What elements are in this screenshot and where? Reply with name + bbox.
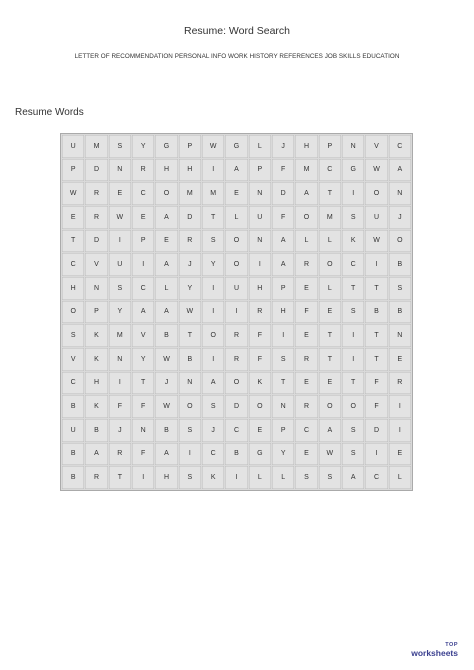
grid-cell[interactable]: J [389,206,411,229]
grid-cell[interactable]: B [155,324,177,347]
grid-cell[interactable]: S [202,395,224,418]
grid-cell[interactable]: G [249,443,271,466]
grid-cell[interactable]: S [202,230,224,253]
grid-cell[interactable]: T [365,277,387,300]
grid-cell[interactable]: W [62,182,84,205]
grid-cell[interactable]: A [202,372,224,395]
grid-cell[interactable]: J [202,419,224,442]
grid-cell[interactable]: I [342,324,364,347]
grid-cell[interactable]: L [319,277,341,300]
grid-cell[interactable]: N [249,230,271,253]
grid-cell[interactable]: N [389,324,411,347]
grid-cell[interactable]: E [319,301,341,324]
grid-cell[interactable]: I [342,182,364,205]
grid-cell[interactable]: E [62,206,84,229]
grid-cell[interactable]: O [225,372,247,395]
grid-cell[interactable]: F [365,372,387,395]
grid-cell[interactable]: V [62,348,84,371]
grid-cell[interactable]: W [155,348,177,371]
grid-cell[interactable]: A [155,206,177,229]
grid-cell[interactable]: A [85,443,107,466]
grid-cell[interactable]: H [155,159,177,182]
grid-cell[interactable]: T [365,348,387,371]
grid-cell[interactable]: E [295,324,317,347]
grid-cell[interactable]: O [179,395,201,418]
grid-cell[interactable]: A [295,182,317,205]
grid-cell[interactable]: O [249,395,271,418]
grid-cell[interactable]: R [132,159,154,182]
grid-cell[interactable]: C [295,419,317,442]
grid-cell[interactable]: P [272,277,294,300]
grid-cell[interactable]: D [85,230,107,253]
grid-cell[interactable]: N [179,372,201,395]
grid-cell[interactable]: A [155,253,177,276]
grid-cell[interactable]: U [62,135,84,158]
grid-cell[interactable]: E [389,348,411,371]
grid-cell[interactable]: S [342,419,364,442]
grid-cell[interactable]: S [179,466,201,489]
grid-cell[interactable]: T [62,230,84,253]
grid-cell[interactable]: V [85,253,107,276]
topworksheets-logo [411,643,458,657]
grid-cell[interactable]: B [62,395,84,418]
grid-cell[interactable]: M [109,324,131,347]
grid-cell[interactable]: R [109,443,131,466]
grid-cell[interactable]: B [155,419,177,442]
grid-cell[interactable]: N [389,182,411,205]
grid-cell[interactable]: P [179,135,201,158]
grid-cell[interactable]: U [62,419,84,442]
grid-cell[interactable]: F [365,395,387,418]
word-list: LETTER OF RECOMMENDATION PERSONAL INFO WORK HISTORY REFERENCES JOB SKILLS EDUCATION [74,53,400,60]
grid-cell[interactable]: K [249,372,271,395]
grid-cell[interactable]: B [389,253,411,276]
grid-cell[interactable]: F [109,395,131,418]
grid-cell[interactable]: O [202,324,224,347]
grid-cell[interactable]: T [179,324,201,347]
grid-cell[interactable]: S [389,277,411,300]
grid-cell[interactable]: S [179,419,201,442]
grid-cell[interactable]: I [109,230,131,253]
grid-cell[interactable]: H [295,135,317,158]
grid-cell[interactable]: B [225,443,247,466]
grid-cell[interactable]: N [132,419,154,442]
word-search-grid [60,133,413,491]
grid-cell[interactable]: C [62,372,84,395]
grid-cell[interactable]: D [365,419,387,442]
grid-cell[interactable]: U [365,206,387,229]
grid-cell[interactable]: M [202,182,224,205]
grid-cell[interactable]: G [342,159,364,182]
grid-cell[interactable]: E [389,443,411,466]
grid-cell[interactable]: S [342,206,364,229]
grid-cell[interactable]: T [202,206,224,229]
grid-cell[interactable]: T [319,324,341,347]
grid-cell[interactable]: R [225,348,247,371]
grid-cell[interactable]: R [225,324,247,347]
grid-cell[interactable]: S [109,277,131,300]
grid-cell[interactable]: H [179,159,201,182]
grid-cell[interactable]: N [272,395,294,418]
grid-cell[interactable]: I [202,277,224,300]
grid-cell[interactable]: I [225,466,247,489]
grid-cell[interactable]: U [109,253,131,276]
grid-cell[interactable]: L [249,135,271,158]
grid-cell[interactable]: P [85,301,107,324]
worksheet-title: Resume: Word Search [183,25,290,37]
grid-cell[interactable]: P [272,419,294,442]
grid-cell[interactable]: S [62,324,84,347]
grid-cell[interactable]: P [249,159,271,182]
grid-cell[interactable]: N [342,135,364,158]
grid-cell[interactable]: S [342,443,364,466]
grid-cell[interactable]: B [62,443,84,466]
grid-cell[interactable]: W [179,301,201,324]
logo-top-text: TOP [445,642,458,648]
grid-cell[interactable]: B [179,348,201,371]
grid-cell[interactable]: O [295,206,317,229]
grid-cell[interactable]: K [85,348,107,371]
grid-cell[interactable]: O [342,395,364,418]
grid-cell[interactable]: S [272,348,294,371]
grid-cell[interactable]: O [319,253,341,276]
grid-cell[interactable]: E [249,419,271,442]
grid-cell[interactable]: C [342,253,364,276]
grid-cell[interactable]: T [319,182,341,205]
grid-cell[interactable]: L [225,206,247,229]
grid-cell[interactable]: M [319,206,341,229]
grid-cell[interactable]: N [109,159,131,182]
grid-cell[interactable]: L [155,277,177,300]
grid-cell[interactable]: A [342,466,364,489]
grid-cell[interactable]: H [155,466,177,489]
grid-cell[interactable]: D [225,395,247,418]
grid-cell[interactable]: O [389,230,411,253]
grid-cell[interactable]: I [132,466,154,489]
grid-cell[interactable]: R [85,466,107,489]
grid-cell[interactable]: I [132,253,154,276]
grid-cell[interactable]: R [295,348,317,371]
grid-cell[interactable]: D [179,206,201,229]
grid-cell[interactable]: H [272,301,294,324]
grid-cell[interactable]: R [249,301,271,324]
grid-cell[interactable]: E [155,230,177,253]
grid-cell[interactable]: S [109,135,131,158]
grid-cell[interactable]: Y [179,277,201,300]
grid-cell[interactable]: O [62,301,84,324]
grid-cell[interactable]: W [365,230,387,253]
grid-cell[interactable]: O [155,182,177,205]
grid-cell[interactable]: O [319,395,341,418]
grid-cell[interactable]: U [249,206,271,229]
grid-cell[interactable]: Y [272,443,294,466]
grid-cell[interactable]: L [295,230,317,253]
grid-cell[interactable]: Y [109,301,131,324]
grid-cell[interactable]: I [202,348,224,371]
grid-cell[interactable]: L [249,466,271,489]
grid-cell[interactable]: B [365,301,387,324]
grid-cell[interactable]: V [132,324,154,347]
grid-cell[interactable]: K [85,324,107,347]
grid-cell[interactable]: K [342,230,364,253]
logo-name-text: worksheets [411,647,458,658]
grid-cell[interactable]: E [109,182,131,205]
grid-cell[interactable]: T [342,372,364,395]
grid-cell[interactable]: E [295,372,317,395]
grid-cell[interactable]: C [62,253,84,276]
grid-cell[interactable]: R [179,230,201,253]
section-title: Resume Words [15,107,84,118]
grid-cell[interactable]: M [179,182,201,205]
grid-cell[interactable]: B [62,466,84,489]
grid-cell[interactable]: R [295,395,317,418]
grid-cell[interactable]: T [342,277,364,300]
grid-cell[interactable]: E [295,443,317,466]
grid-cell[interactable]: T [132,372,154,395]
grid-cell[interactable]: V [365,135,387,158]
grid-cell[interactable]: L [389,466,411,489]
grid-cell[interactable]: D [272,182,294,205]
grid-cell[interactable]: B [85,419,107,442]
grid-cell[interactable]: G [155,135,177,158]
grid-cell[interactable]: N [109,348,131,371]
grid-cell[interactable]: M [295,159,317,182]
grid-cell[interactable]: J [155,372,177,395]
grid-cell[interactable]: A [155,301,177,324]
grid-cell[interactable]: E [132,206,154,229]
grid-cell[interactable]: I [202,159,224,182]
grid-cell[interactable]: D [85,159,107,182]
grid-cell[interactable]: I [179,443,201,466]
grid-cell[interactable]: R [85,182,107,205]
grid-cell[interactable]: W [155,395,177,418]
grid-cell[interactable]: A [132,301,154,324]
grid-cell[interactable]: I [225,301,247,324]
grid-cell[interactable]: O [365,182,387,205]
grid-cell[interactable]: I [202,301,224,324]
grid-cell[interactable]: A [272,230,294,253]
grid-cell[interactable]: N [249,182,271,205]
grid-cell[interactable]: R [85,206,107,229]
grid-cell[interactable]: O [225,253,247,276]
grid-cell[interactable]: Y [202,253,224,276]
grid-cell[interactable]: I [109,372,131,395]
grid-cell[interactable]: F [272,206,294,229]
grid-cell[interactable]: I [365,253,387,276]
grid-cell[interactable]: E [319,372,341,395]
grid-cell[interactable]: S [342,301,364,324]
grid-cell[interactable]: T [272,372,294,395]
grid-cell[interactable]: I [342,348,364,371]
grid-cell[interactable]: C [202,443,224,466]
grid-cell[interactable]: I [365,443,387,466]
grid-cell[interactable]: J [109,419,131,442]
grid-cell[interactable]: P [62,159,84,182]
grid-cell[interactable]: F [249,348,271,371]
grid-cell[interactable]: C [319,159,341,182]
grid-cell[interactable]: R [389,372,411,395]
grid-cell[interactable]: Y [132,135,154,158]
grid-cell[interactable]: K [202,466,224,489]
grid-cell[interactable]: H [249,277,271,300]
grid-cell[interactable]: W [365,159,387,182]
grid-cell[interactable]: R [295,253,317,276]
grid-cell[interactable]: N [85,277,107,300]
grid-cell[interactable]: J [272,135,294,158]
grid-cell[interactable]: H [85,372,107,395]
grid-cell[interactable]: U [225,277,247,300]
grid-cell[interactable]: E [225,182,247,205]
grid-cell[interactable]: Y [132,348,154,371]
grid-cell[interactable]: C [365,466,387,489]
grid-cell[interactable]: I [389,419,411,442]
grid-cell[interactable]: W [319,443,341,466]
grid-cell[interactable]: A [225,159,247,182]
grid-cell[interactable]: I [272,324,294,347]
grid-cell[interactable]: P [319,135,341,158]
grid-cell[interactable]: P [132,230,154,253]
grid-cell[interactable]: L [319,230,341,253]
grid-cell[interactable]: F [249,324,271,347]
grid-cell[interactable]: F [132,443,154,466]
grid-cell[interactable]: F [272,159,294,182]
grid-cell[interactable]: W [109,206,131,229]
grid-cell[interactable]: T [109,466,131,489]
grid-cell[interactable]: A [389,159,411,182]
grid-cell[interactable]: H [62,277,84,300]
grid-cell[interactable]: C [389,135,411,158]
grid-cell[interactable]: W [202,135,224,158]
grid-cell[interactable]: A [319,419,341,442]
grid-cell[interactable]: T [319,348,341,371]
grid-cell[interactable]: F [132,395,154,418]
grid-cell[interactable]: C [132,182,154,205]
grid-cell[interactable]: A [272,253,294,276]
grid-cell[interactable]: S [295,466,317,489]
grid-cell[interactable]: C [225,419,247,442]
grid-cell[interactable]: I [389,395,411,418]
grid-cell[interactable]: J [179,253,201,276]
grid-cell[interactable]: L [272,466,294,489]
grid-cell[interactable]: O [225,230,247,253]
grid-cell[interactable]: A [155,443,177,466]
grid-cell[interactable]: K [85,395,107,418]
grid-cell[interactable]: E [295,277,317,300]
grid-cell[interactable]: C [132,277,154,300]
grid-cell[interactable]: M [85,135,107,158]
grid-cell[interactable]: G [225,135,247,158]
grid-cell[interactable]: I [249,253,271,276]
grid-cell[interactable]: S [319,466,341,489]
grid-cell[interactable]: T [365,324,387,347]
grid-cell[interactable]: F [295,301,317,324]
grid-cell[interactable]: B [389,301,411,324]
